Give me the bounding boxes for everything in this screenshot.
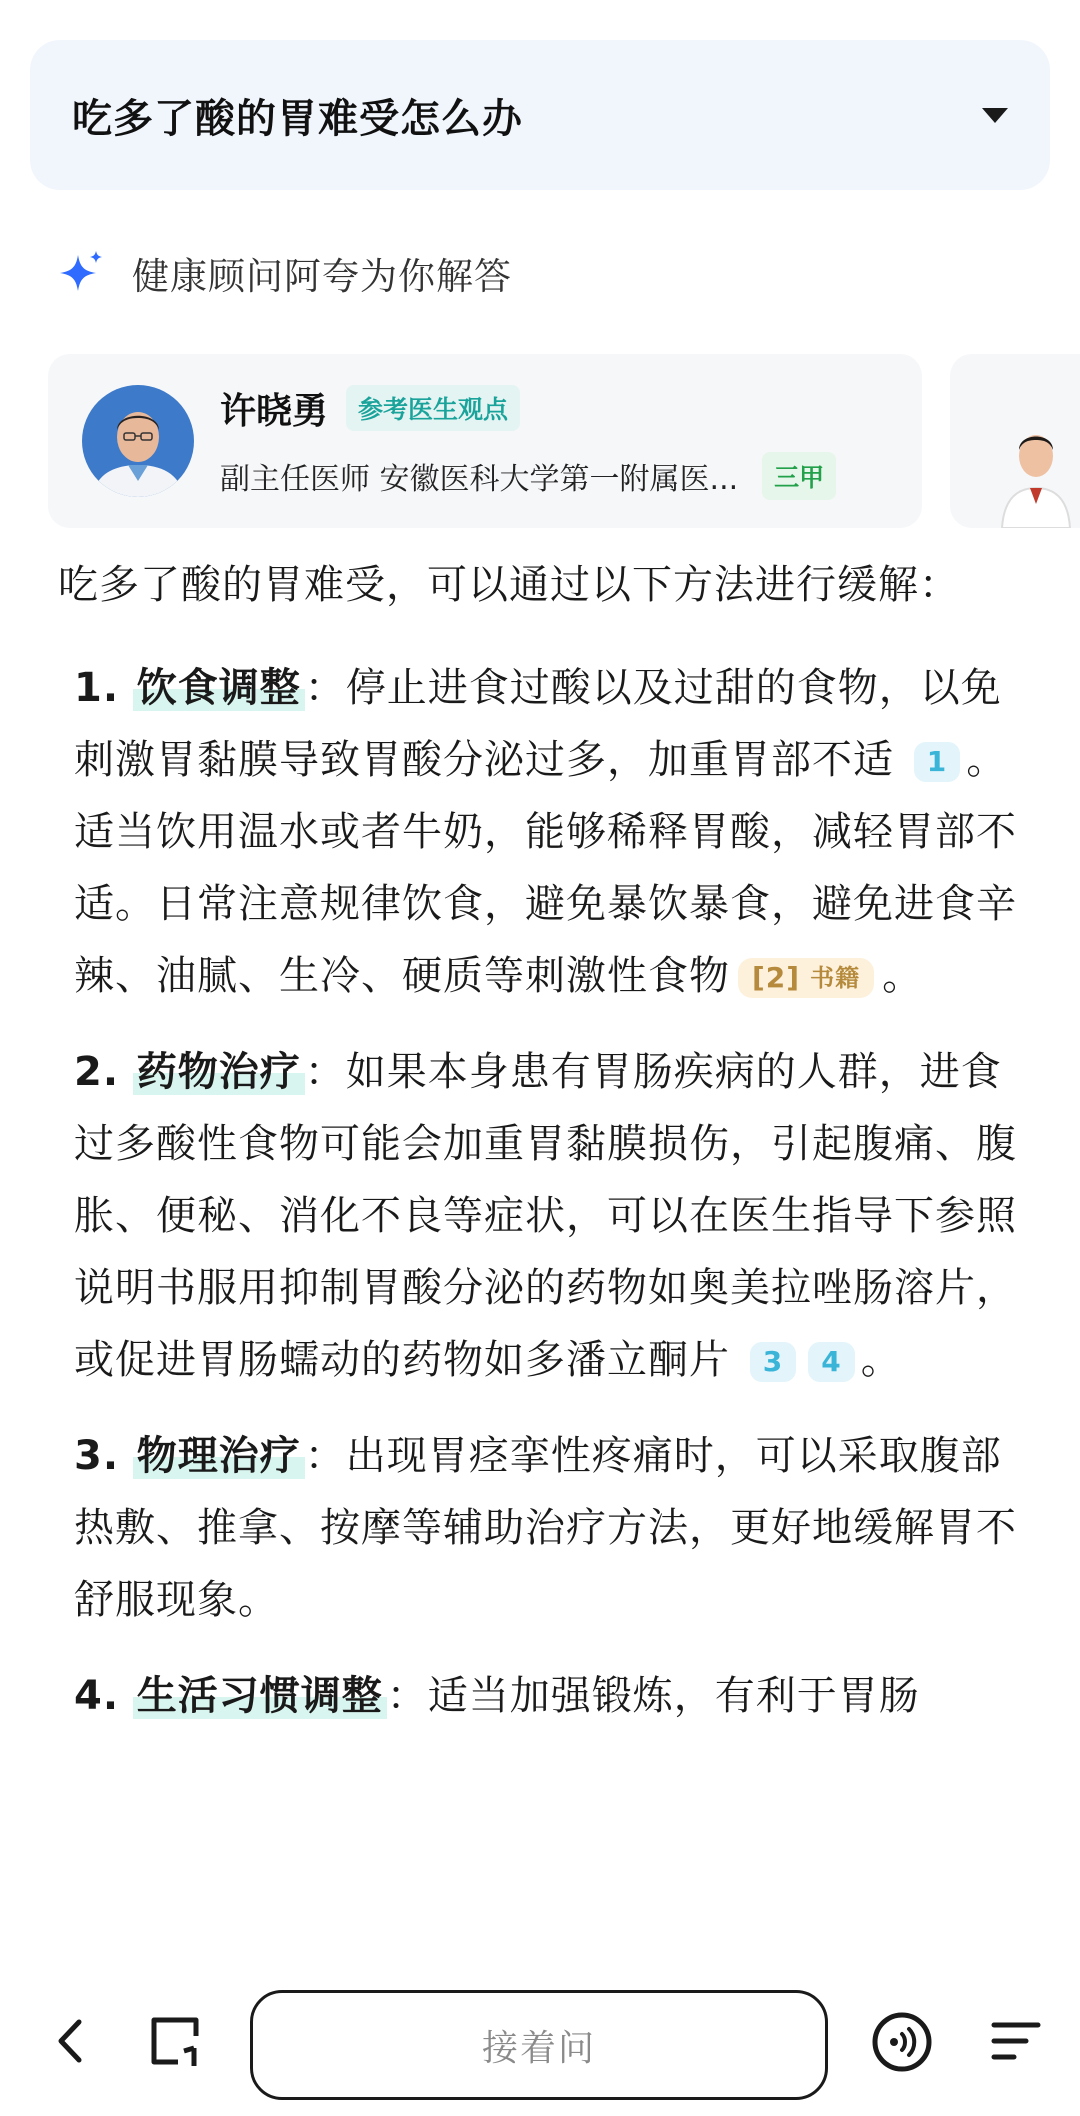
question-card[interactable]: [30, 40, 1050, 190]
citation-badge[interactable]: 1: [914, 742, 960, 782]
item-text: ：如果本身患有胃肠疾病的人群，进食过多酸性食物可能会加重胃黏膜损伤，引起腹痛、腹胀、便秘、消化不良等症状，可以在医生指导下参照说明书服用抑制胃酸分泌的药物如奥美拉唑肠溶片，或促进胃肠蠕动的药物如多潘立酮片: [74, 1049, 1017, 1383]
item-text: ：停止进食过酸以及过甜的食物，以免刺激胃黏膜导致胃酸分泌过多，加重胃部不适: [74, 665, 1002, 783]
book-citation-number: [2]: [752, 961, 801, 994]
question-title: 吃多了酸的胃难受怎么办: [72, 95, 523, 142]
list-item: [58, 652, 1018, 1012]
window-icon[interactable]: [140, 2006, 210, 2076]
item-heading: 药物治疗: [133, 1049, 305, 1095]
item-number: 2.: [74, 1049, 120, 1095]
doctor-name: 许晓勇: [220, 390, 329, 432]
answer-content: [58, 548, 1018, 1732]
doctor-card[interactable]: [48, 354, 922, 528]
answer-intro: 吃多了酸的胃难受，可以通过以下方法进行缓解：: [58, 562, 960, 608]
item-text: 。: [860, 1337, 902, 1383]
item-text: ：适当加强锻炼，有利于胃肠: [386, 1673, 920, 1719]
advisor-text: 健康顾问阿夸为你解答: [132, 255, 512, 298]
citation-badge[interactable]: 4: [808, 1342, 854, 1382]
bottom-bar: [0, 1966, 1080, 2116]
doctor-avatar[interactable]: [82, 385, 194, 497]
item-number: 1.: [74, 665, 120, 711]
doctor-info: [220, 383, 888, 500]
hospital-grade-badge: 三甲: [762, 452, 836, 500]
item-text: 。: [882, 953, 924, 999]
item-text: 。适当饮用温水或者牛奶，能够稀释胃酸，减轻胃部不适。日常注意规律饮食，避免暴饮暴食，避免进食辛辣、油腻、生冷、硬质等刺激性食物: [74, 737, 1017, 999]
chevron-down-icon[interactable]: [982, 108, 1008, 123]
content-fade: [0, 1880, 1080, 1970]
menu-icon[interactable]: [980, 2006, 1050, 2076]
list-item: [58, 1420, 1018, 1636]
item-text: ：出现胃痉挛性疼痛时，可以采取腹部热敷、推拿、按摩等辅助治疗方法，更好地缓解胃不舒服现象。: [74, 1433, 1017, 1623]
item-heading: 生活习惯调整: [133, 1673, 387, 1719]
item-number: 3.: [74, 1433, 120, 1479]
item-heading: 饮食调整: [133, 665, 305, 711]
doctor-card-next[interactable]: [950, 354, 1080, 528]
back-icon[interactable]: [40, 2006, 100, 2076]
reference-badge: 参考医生观点: [346, 385, 520, 431]
book-citation-label: 书籍: [810, 964, 861, 992]
citation-badge[interactable]: 3: [750, 1342, 796, 1382]
doctor-title: 副主任医师 安徽医科大学第一附属医...: [220, 461, 739, 497]
list-item: [58, 1036, 1018, 1396]
book-citation-badge[interactable]: [738, 958, 874, 998]
item-heading: 物理治疗: [133, 1433, 305, 1479]
item-number: 4.: [74, 1673, 120, 1719]
advisor-line: [58, 246, 512, 300]
sparkle-icon: [58, 249, 106, 297]
ask-input[interactable]: 接着问: [250, 1990, 828, 2100]
doctor-avatar-next: [950, 354, 1080, 528]
voice-icon[interactable]: [862, 2002, 942, 2082]
list-item: [58, 1660, 1018, 1732]
